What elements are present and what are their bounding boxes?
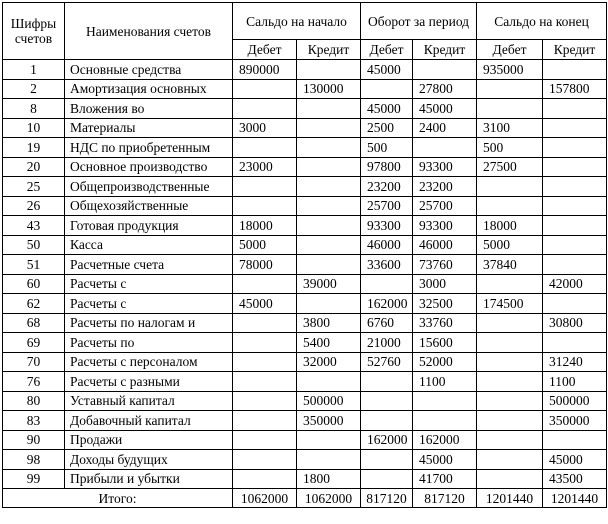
- end-credit-cell: [543, 138, 607, 158]
- turnover-credit-cell: 25700: [413, 196, 477, 216]
- end-credit-cell: 30800: [543, 313, 607, 333]
- header-turnover-credit: Кредит: [413, 40, 477, 60]
- account-name-cell: Общепроизводственные: [65, 177, 233, 197]
- table-row: [3, 138, 607, 158]
- turnover-credit-cell: 45000: [413, 99, 477, 119]
- end-credit-cell: [543, 255, 607, 275]
- total-start-credit: 1062000: [297, 489, 361, 508]
- account-code-cell: 70: [3, 352, 65, 372]
- end-credit-cell: 1100: [543, 372, 607, 392]
- start-debit-cell: [233, 430, 297, 450]
- account-code-cell: 83: [3, 411, 65, 431]
- turnover-credit-cell: 93300: [413, 157, 477, 177]
- account-code-cell: 99: [3, 469, 65, 489]
- account-name-cell: Амортизация основных: [65, 79, 233, 99]
- turnover-credit-cell: 1100: [413, 372, 477, 392]
- start-credit-cell: [297, 177, 361, 197]
- start-debit-cell: [233, 79, 297, 99]
- start-debit-cell: [233, 196, 297, 216]
- end-credit-cell: [543, 196, 607, 216]
- total-end-debit: 1201440: [477, 489, 543, 508]
- account-code-cell: 2: [3, 79, 65, 99]
- table-row: [3, 118, 607, 138]
- start-debit-cell: [233, 177, 297, 197]
- end-credit-cell: [543, 60, 607, 80]
- end-credit-cell: 45000: [543, 450, 607, 470]
- account-name-cell: Прибыли и убытки: [65, 469, 233, 489]
- start-credit-cell: [297, 138, 361, 158]
- table-row: [3, 313, 607, 333]
- start-debit-cell: 890000: [233, 60, 297, 80]
- account-code-cell: 76: [3, 372, 65, 392]
- account-code-cell: 20: [3, 157, 65, 177]
- account-name-cell: Продажи: [65, 430, 233, 450]
- turnover-debit-cell: [361, 411, 413, 431]
- start-credit-cell: 130000: [297, 79, 361, 99]
- turnover-credit-cell: 162000: [413, 430, 477, 450]
- end-credit-cell: [543, 157, 607, 177]
- end-credit-cell: 157800: [543, 79, 607, 99]
- account-code-cell: 10: [3, 118, 65, 138]
- start-debit-cell: 45000: [233, 294, 297, 314]
- header-saldo-end: Сальдо на конец: [477, 3, 607, 40]
- account-name-cell: Расчетные счета: [65, 255, 233, 275]
- account-name-cell: Готовая продукция: [65, 216, 233, 236]
- table-row: [3, 235, 607, 255]
- turnover-credit-cell: 15600: [413, 333, 477, 353]
- header-turnover-debit: Дебет: [361, 40, 413, 60]
- end-debit-cell: [477, 99, 543, 119]
- start-debit-cell: 23000: [233, 157, 297, 177]
- start-credit-cell: [297, 235, 361, 255]
- table-body: [3, 60, 607, 489]
- header-end-credit: Кредит: [543, 40, 607, 60]
- end-credit-cell: [543, 235, 607, 255]
- turnover-credit-cell: 73760: [413, 255, 477, 275]
- table-row: [3, 391, 607, 411]
- table-row: [3, 216, 607, 236]
- account-code-cell: 68: [3, 313, 65, 333]
- turnover-debit-cell: [361, 274, 413, 294]
- end-debit-cell: [477, 79, 543, 99]
- start-debit-cell: [233, 313, 297, 333]
- end-credit-cell: [543, 99, 607, 119]
- turnover-debit-cell: 97800: [361, 157, 413, 177]
- account-name-cell: Материалы: [65, 118, 233, 138]
- start-credit-cell: [297, 430, 361, 450]
- start-debit-cell: [233, 333, 297, 353]
- start-credit-cell: [297, 255, 361, 275]
- end-credit-cell: [543, 216, 607, 236]
- account-name-cell: Касса: [65, 235, 233, 255]
- table-row: [3, 430, 607, 450]
- start-debit-cell: [233, 469, 297, 489]
- turnover-debit-cell: 45000: [361, 99, 413, 119]
- start-credit-cell: 500000: [297, 391, 361, 411]
- total-end-credit: 1201440: [543, 489, 607, 508]
- account-code-cell: 25: [3, 177, 65, 197]
- start-debit-cell: [233, 99, 297, 119]
- account-name-cell: НДС по приобретенным: [65, 138, 233, 158]
- end-debit-cell: 935000: [477, 60, 543, 80]
- turnover-debit-cell: 52760: [361, 352, 413, 372]
- start-debit-cell: [233, 352, 297, 372]
- table-row: [3, 294, 607, 314]
- table-row: [3, 333, 607, 353]
- account-code-cell: 26: [3, 196, 65, 216]
- turnover-debit-cell: 33600: [361, 255, 413, 275]
- table-row: [3, 469, 607, 489]
- account-name-cell: Основное производство: [65, 157, 233, 177]
- account-code-cell: 80: [3, 391, 65, 411]
- account-name-cell: Доходы будущих: [65, 450, 233, 470]
- turnover-credit-cell: [413, 391, 477, 411]
- turnover-debit-cell: 6760: [361, 313, 413, 333]
- turnover-credit-cell: 27800: [413, 79, 477, 99]
- account-name-cell: Общехозяйственные: [65, 196, 233, 216]
- end-debit-cell: 18000: [477, 216, 543, 236]
- start-debit-cell: 5000: [233, 235, 297, 255]
- start-debit-cell: 3000: [233, 118, 297, 138]
- start-debit-cell: [233, 391, 297, 411]
- end-debit-cell: 500: [477, 138, 543, 158]
- end-debit-cell: [477, 450, 543, 470]
- account-name-cell: Расчеты по: [65, 333, 233, 353]
- end-credit-cell: [543, 118, 607, 138]
- turnover-credit-cell: 52000: [413, 352, 477, 372]
- turnover-debit-cell: [361, 79, 413, 99]
- header-saldo-start: Сальдо на начало: [233, 3, 361, 40]
- start-credit-cell: [297, 294, 361, 314]
- end-debit-cell: [477, 430, 543, 450]
- start-credit-cell: [297, 372, 361, 392]
- end-credit-cell: [543, 430, 607, 450]
- end-debit-cell: [477, 333, 543, 353]
- total-label: Итого:: [3, 489, 233, 508]
- header-start-debit: Дебет: [233, 40, 297, 60]
- turnover-debit-cell: 500: [361, 138, 413, 158]
- start-debit-cell: [233, 372, 297, 392]
- header-turnover: Оборот за период: [361, 3, 477, 40]
- start-debit-cell: 18000: [233, 216, 297, 236]
- start-debit-cell: 78000: [233, 255, 297, 275]
- end-credit-cell: 42000: [543, 274, 607, 294]
- header-code: Шифры счетов: [3, 3, 65, 60]
- turnover-credit-cell: [413, 138, 477, 158]
- account-code-cell: 60: [3, 274, 65, 294]
- turnover-credit-cell: [413, 411, 477, 431]
- account-name-cell: Расчеты с разными: [65, 372, 233, 392]
- account-code-cell: 19: [3, 138, 65, 158]
- table-row: [3, 60, 607, 80]
- end-debit-cell: [477, 411, 543, 431]
- table-row: [3, 157, 607, 177]
- table-row: [3, 79, 607, 99]
- start-debit-cell: [233, 411, 297, 431]
- table-row: [3, 372, 607, 392]
- turnover-debit-cell: 21000: [361, 333, 413, 353]
- start-credit-cell: 350000: [297, 411, 361, 431]
- table-row: [3, 450, 607, 470]
- turnover-debit-cell: [361, 469, 413, 489]
- table-row: [3, 177, 607, 197]
- end-debit-cell: [477, 391, 543, 411]
- end-debit-cell: [477, 177, 543, 197]
- start-credit-cell: 3800: [297, 313, 361, 333]
- turnover-credit-cell: 33760: [413, 313, 477, 333]
- end-credit-cell: [543, 177, 607, 197]
- start-credit-cell: [297, 216, 361, 236]
- turnover-credit-cell: 93300: [413, 216, 477, 236]
- account-name-cell: Добавочный капитал: [65, 411, 233, 431]
- header-end-debit: Дебет: [477, 40, 543, 60]
- balance-sheet-table: [2, 2, 607, 508]
- turnover-credit-cell: 46000: [413, 235, 477, 255]
- account-name-cell: Расчеты по налогам и: [65, 313, 233, 333]
- account-code-cell: 50: [3, 235, 65, 255]
- account-name-cell: Уставный капитал: [65, 391, 233, 411]
- account-code-cell: 1: [3, 60, 65, 80]
- account-name-cell: Расчеты с: [65, 294, 233, 314]
- start-credit-cell: 1800: [297, 469, 361, 489]
- account-code-cell: 51: [3, 255, 65, 275]
- account-code-cell: 62: [3, 294, 65, 314]
- end-credit-cell: [543, 333, 607, 353]
- turnover-debit-cell: 93300: [361, 216, 413, 236]
- end-credit-cell: 350000: [543, 411, 607, 431]
- end-debit-cell: [477, 372, 543, 392]
- turnover-credit-cell: [413, 60, 477, 80]
- turnover-debit-cell: 23200: [361, 177, 413, 197]
- turnover-credit-cell: 41700: [413, 469, 477, 489]
- account-code-cell: 90: [3, 430, 65, 450]
- account-name-cell: Расчеты с: [65, 274, 233, 294]
- start-credit-cell: [297, 60, 361, 80]
- account-code-cell: 98: [3, 450, 65, 470]
- turnover-credit-cell: 3000: [413, 274, 477, 294]
- account-name-cell: Вложения во: [65, 99, 233, 119]
- turnover-credit-cell: 32500: [413, 294, 477, 314]
- turnover-debit-cell: 2500: [361, 118, 413, 138]
- header-start-credit: Кредит: [297, 40, 361, 60]
- end-debit-cell: 174500: [477, 294, 543, 314]
- turnover-credit-cell: 2400: [413, 118, 477, 138]
- end-credit-cell: 43500: [543, 469, 607, 489]
- turnover-debit-cell: 162000: [361, 430, 413, 450]
- end-debit-cell: [477, 196, 543, 216]
- end-credit-cell: 31240: [543, 352, 607, 372]
- start-credit-cell: 5400: [297, 333, 361, 353]
- turnover-credit-cell: 23200: [413, 177, 477, 197]
- account-code-cell: 8: [3, 99, 65, 119]
- end-debit-cell: [477, 313, 543, 333]
- turnover-debit-cell: 162000: [361, 294, 413, 314]
- end-credit-cell: 500000: [543, 391, 607, 411]
- turnover-debit-cell: [361, 372, 413, 392]
- header-row-groups: [3, 3, 607, 40]
- table-row: [3, 255, 607, 275]
- table-row: [3, 411, 607, 431]
- start-credit-cell: [297, 99, 361, 119]
- turnover-debit-cell: 46000: [361, 235, 413, 255]
- turnover-debit-cell: 25700: [361, 196, 413, 216]
- start-debit-cell: [233, 450, 297, 470]
- end-debit-cell: 37840: [477, 255, 543, 275]
- start-credit-cell: [297, 118, 361, 138]
- turnover-debit-cell: 45000: [361, 60, 413, 80]
- start-credit-cell: [297, 450, 361, 470]
- start-debit-cell: [233, 274, 297, 294]
- start-credit-cell: [297, 196, 361, 216]
- account-name-cell: Основные средства: [65, 60, 233, 80]
- turnover-credit-cell: 45000: [413, 450, 477, 470]
- end-debit-cell: [477, 469, 543, 489]
- table-row: [3, 274, 607, 294]
- end-debit-cell: 27500: [477, 157, 543, 177]
- account-code-cell: 43: [3, 216, 65, 236]
- start-debit-cell: [233, 138, 297, 158]
- end-debit-cell: 5000: [477, 235, 543, 255]
- table-row: [3, 99, 607, 119]
- total-turnover-debit: 817120: [361, 489, 413, 508]
- end-debit-cell: [477, 274, 543, 294]
- header-name: Наименования счетов: [65, 3, 233, 60]
- table-row: [3, 352, 607, 372]
- total-turnover-credit: 817120: [413, 489, 477, 508]
- start-credit-cell: [297, 157, 361, 177]
- start-credit-cell: 32000: [297, 352, 361, 372]
- end-credit-cell: [543, 294, 607, 314]
- table-row: [3, 196, 607, 216]
- account-name-cell: Расчеты с персоналом: [65, 352, 233, 372]
- end-debit-cell: 3100: [477, 118, 543, 138]
- total-row: [3, 489, 607, 508]
- end-debit-cell: [477, 352, 543, 372]
- turnover-debit-cell: [361, 450, 413, 470]
- total-start-debit: 1062000: [233, 489, 297, 508]
- start-credit-cell: 39000: [297, 274, 361, 294]
- account-code-cell: 69: [3, 333, 65, 353]
- turnover-debit-cell: [361, 391, 413, 411]
